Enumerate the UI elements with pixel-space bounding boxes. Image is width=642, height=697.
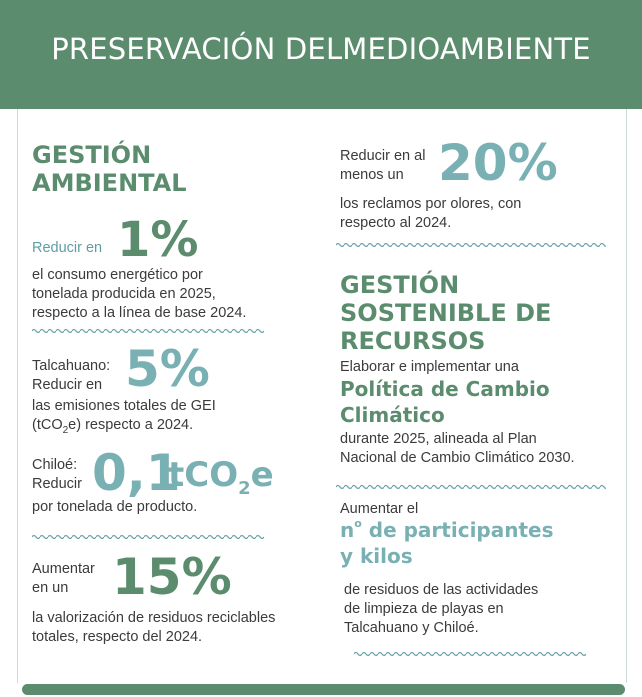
item4-label-line1: Aumentar: [32, 561, 95, 577]
right-item2-emph-line2: Climático: [340, 403, 445, 427]
right-item2-emphasis: [340, 376, 550, 428]
bottom-bar: [22, 684, 625, 695]
item1-desc-line1: el consumo energético por: [32, 267, 203, 283]
left-heading: [32, 141, 187, 197]
right-item1-description: [340, 195, 521, 233]
right-item1-desc-line2: respecto al 2024.: [340, 215, 452, 231]
right-item1-value: 20%: [438, 134, 558, 192]
item4-label: [32, 560, 95, 598]
right-item3-intro: Aumentar el: [340, 501, 419, 517]
item2-description: [32, 397, 216, 440]
wave-divider: [336, 241, 606, 249]
right-item3-desc-line1: de residuos de las actividades: [344, 582, 539, 598]
right-item3-emph-line2: y kilos: [340, 544, 413, 568]
right-item2-intro: Elaborar e implementar una: [340, 359, 519, 375]
item4-label-line2: en un: [32, 580, 69, 596]
item3-label-line1: Chiloé:: [32, 457, 78, 473]
item2-label: [32, 357, 110, 395]
item1-label: Reducir en: [32, 240, 103, 256]
left-heading-line2: AMBIENTAL: [32, 169, 187, 197]
right-item1-label-line2: menos un: [340, 167, 404, 183]
item1-desc-line3: respecto a la línea de base 2024.: [32, 305, 247, 321]
item3-label-line2: Reducir: [32, 476, 82, 492]
right-item2-description: [340, 430, 575, 468]
item1-desc-line2: tonelada producida en 2025,: [32, 286, 216, 302]
right-heading-line3: RECURSOS: [340, 327, 486, 355]
item3-value: 0,1: [92, 444, 181, 502]
right-item3-emphasis: [340, 517, 554, 569]
item3-description: por tonelada de producto.: [32, 499, 198, 515]
item4-desc-line1: la valorización de residuos reciclables: [32, 610, 276, 626]
right-item2-desc-line1: durante 2025, alineada al Plan: [340, 431, 537, 447]
right-item1-desc-line1: los reclamos por olores, con: [340, 196, 522, 212]
page-title: PRESERVACIÓN DELMEDIOAMBIENTE: [51, 32, 591, 66]
item4-value: 15%: [112, 548, 232, 606]
right-heading: [340, 271, 551, 355]
item3-label: [32, 456, 82, 494]
right-item2-emph-line1: Política de Cambio: [340, 377, 550, 401]
item2-label-line1: Talcahuano:: [32, 358, 111, 374]
item1-value: 1%: [117, 212, 199, 268]
right-item3-desc-line2: de limpieza de playas en: [344, 601, 504, 617]
right-heading-line2: SOSTENIBLE DE: [340, 299, 552, 327]
wave-divider: [354, 650, 586, 658]
right-item3-desc-line3: Talcahuano y Chiloé.: [344, 620, 479, 636]
item2-label-line2: Reducir en: [32, 377, 103, 393]
item2-value: 5%: [125, 340, 210, 398]
wave-divider: [32, 533, 264, 541]
right-item1-label: [340, 147, 425, 185]
item3-unit: tCO$_2$e: [168, 455, 274, 499]
wave-divider: [32, 327, 264, 335]
item1-description: [32, 266, 246, 323]
wave-divider: [336, 483, 606, 491]
right-heading-line1: GESTIÓN: [340, 271, 460, 299]
header-banner: [0, 0, 642, 109]
right-item3-emph-line1: $n^o$ de participantes: [340, 517, 554, 542]
item2-desc-line1: las emisiones totales de GEI: [32, 398, 216, 414]
left-heading-line1: GESTIÓN: [32, 141, 152, 169]
item2-desc-line2: (tCO$_2$e) respecto a 2024.: [32, 417, 194, 436]
right-item3-description: [344, 581, 538, 638]
right-item1-label-line1: Reducir en al: [340, 148, 426, 164]
item4-description: [32, 609, 275, 647]
item4-desc-line2: totales, respecto del 2024.: [32, 629, 203, 645]
right-item2-desc-line2: Nacional de Cambio Climático 2030.: [340, 450, 575, 466]
